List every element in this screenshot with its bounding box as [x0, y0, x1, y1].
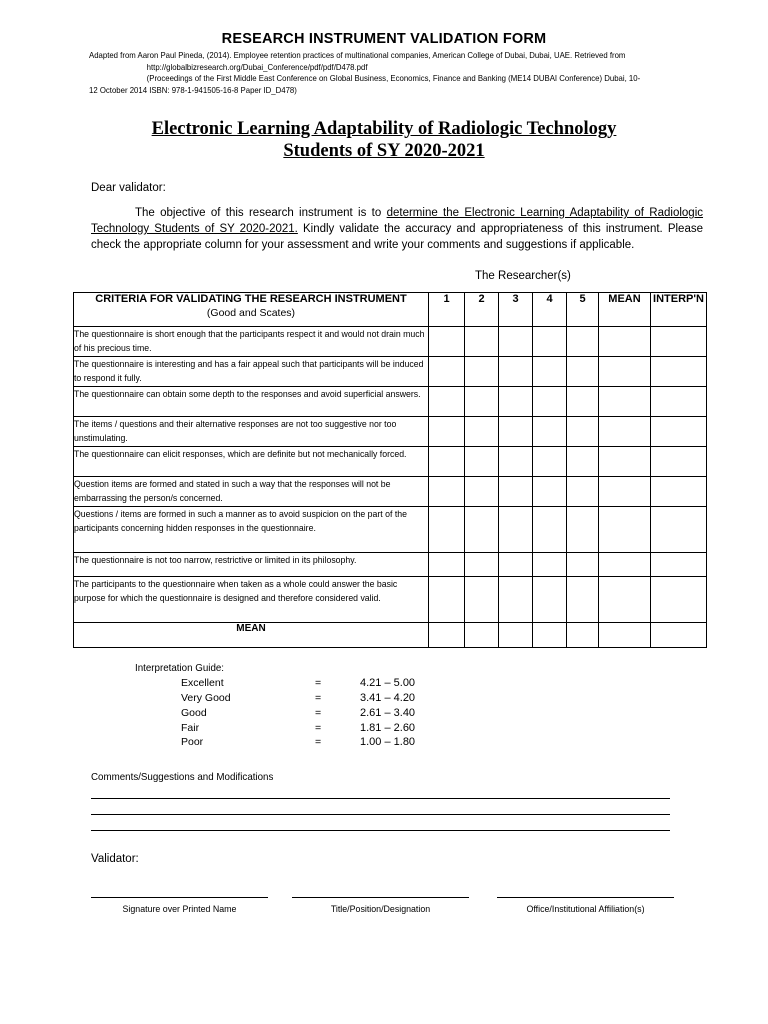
- column-header-5: 5: [567, 293, 599, 327]
- rating-cell[interactable]: [499, 357, 533, 387]
- guide-equals: =: [315, 692, 322, 704]
- table-row: [74, 387, 707, 417]
- mean-cell[interactable]: [599, 357, 651, 387]
- table-row: [74, 357, 707, 387]
- rating-cell[interactable]: [533, 507, 567, 553]
- citation-line-4: 12 October 2014 ISBN: 978-1-941505-16-8 Paper ID_D478): [89, 84, 297, 95]
- rating-cell[interactable]: [567, 417, 599, 447]
- mean-cell[interactable]: [599, 577, 651, 623]
- rating-cell[interactable]: [499, 447, 533, 477]
- table-row: [74, 447, 707, 477]
- instructions-paragraph: [91, 205, 703, 253]
- table-header-row: [74, 293, 707, 327]
- rating-cell[interactable]: [499, 327, 533, 357]
- rating-cell[interactable]: [429, 553, 465, 577]
- mean-row: [74, 623, 707, 648]
- rating-cell[interactable]: [465, 553, 499, 577]
- instructions-part-1: The objective of this research instrument is to: [135, 207, 387, 219]
- mean-cell[interactable]: [599, 387, 651, 417]
- affiliation-line[interactable]: [497, 897, 674, 898]
- criterion-cell: The questionnaire is not too narrow, restrictive or limited in its philosophy.: [74, 553, 429, 577]
- instructions-part-2: Kindly validate the accuracy and appropriateness of this instrument. Please check the appropriate column for your assessment and write your comments and suggestions if applicable.: [91, 223, 703, 251]
- criterion-cell: The questionnaire can obtain some depth to the responses and avoid superficial answers.: [74, 387, 429, 417]
- instructions-objective: determine the Electronic Learning Adaptability of Radiologic Technology Students of SY 2020-2021.: [91, 207, 704, 235]
- criterion-cell: The questionnaire is interesting and has a fair appeal such that participants will be induced to respond it fully.: [74, 357, 429, 387]
- rating-cell[interactable]: [567, 507, 599, 553]
- rating-cell[interactable]: [465, 477, 499, 507]
- mean-cell[interactable]: [599, 553, 651, 577]
- rating-cell[interactable]: [533, 357, 567, 387]
- comment-line-2[interactable]: [91, 814, 670, 815]
- guide-range: 1.00 – 1.80: [360, 736, 416, 748]
- mean-cell[interactable]: [599, 327, 651, 357]
- interpretation-cell[interactable]: [651, 477, 707, 507]
- rating-cell[interactable]: [499, 477, 533, 507]
- citation-line-1: Adapted from Aaron Paul Pineda, (2014). Employee retention practices of multinational companies, American College of Dubai, Dubai, UAE. Retrieved from: [89, 50, 626, 60]
- interpretation-cell[interactable]: [651, 507, 707, 553]
- mean-rating-cell[interactable]: [465, 623, 499, 648]
- guide-range: 3.41 – 4.20: [360, 692, 416, 704]
- criterion-cell: The participants to the questionnaire when taken as a whole could answer the basic purpose for which the questionnaire is designed and therefore considered valid.: [74, 577, 429, 623]
- mean-cell[interactable]: [599, 507, 651, 553]
- guide-row-excellent: [135, 677, 435, 691]
- rating-cell[interactable]: [499, 507, 533, 553]
- mean-cell[interactable]: [599, 417, 651, 447]
- mean-rating-cell[interactable]: [567, 623, 599, 648]
- rating-cell[interactable]: [465, 447, 499, 477]
- rating-cell[interactable]: [533, 417, 567, 447]
- rating-cell[interactable]: [567, 477, 599, 507]
- mean-cell[interactable]: [599, 447, 651, 477]
- rating-cell[interactable]: [533, 327, 567, 357]
- table-row: [74, 553, 707, 577]
- title-position-line[interactable]: [292, 897, 469, 898]
- criterion-cell: Questions / items are formed in such a manner as to avoid suspicion on the part of the participants concerning hidden responses in the questionnaire.: [74, 507, 429, 553]
- guide-label: Excellent: [181, 677, 224, 689]
- table-row: [74, 477, 707, 507]
- study-title-line-1: Electronic Learning Adaptability of Radiologic Technology: [151, 119, 617, 139]
- guide-range: 2.61 – 3.40: [360, 707, 416, 719]
- interpretation-cell[interactable]: [651, 577, 707, 623]
- citation-line-3: (Proceedings of the First Middle East Conference on Global Business, Economics, Finance and Banking (ME14 DUBAI Conference) Dubai, 10-: [146, 73, 641, 83]
- criterion-cell: The questionnaire can elicit responses, which are definite but not mechanically forced.: [74, 447, 429, 477]
- interpretation-cell[interactable]: [651, 417, 707, 447]
- guide-row-very-good: [135, 692, 435, 706]
- rating-cell[interactable]: [429, 357, 465, 387]
- signature-label: Signature over Printed Name: [122, 904, 237, 915]
- column-header-4: 4: [533, 293, 567, 327]
- mean-row-label: MEAN: [74, 623, 429, 648]
- guide-range: 1.81 – 2.60: [360, 722, 416, 734]
- study-title: [0, 118, 768, 162]
- rating-cell[interactable]: [429, 577, 465, 623]
- table-row: [74, 577, 707, 623]
- rating-cell[interactable]: [533, 477, 567, 507]
- criterion-cell: Question items are formed and stated in such a way that the responses will not be embarrassing the person/s concerned.: [74, 477, 429, 507]
- rating-cell[interactable]: [465, 357, 499, 387]
- rating-cell[interactable]: [533, 553, 567, 577]
- guide-equals: =: [315, 736, 322, 748]
- interpretation-guide: [135, 662, 416, 748]
- rating-cell[interactable]: [465, 577, 499, 623]
- comments-label: Comments/Suggestions and Modifications: [91, 771, 274, 783]
- guide-row-poor: [135, 736, 435, 750]
- column-header-mean: MEAN: [599, 293, 651, 327]
- criterion-cell: The questionnaire is short enough that the participants respect it and would not drain much of his precious time.: [74, 327, 429, 357]
- form-title: RESEARCH INSTRUMENT VALIDATION FORM: [221, 31, 547, 47]
- rating-cell[interactable]: [429, 507, 465, 553]
- guide-title: Interpretation Guide:: [135, 662, 225, 674]
- validator-label: Validator:: [91, 853, 139, 865]
- rating-cell[interactable]: [465, 327, 499, 357]
- mean-rating-cell[interactable]: [499, 623, 533, 648]
- table-row: [74, 507, 707, 553]
- mean-interpretation-cell[interactable]: [651, 623, 707, 648]
- rating-cell[interactable]: [429, 327, 465, 357]
- guide-label: Good: [181, 707, 207, 719]
- rating-cell[interactable]: [567, 553, 599, 577]
- interpretation-cell[interactable]: [651, 327, 707, 357]
- rating-cell[interactable]: [429, 387, 465, 417]
- rating-cell[interactable]: [567, 387, 599, 417]
- citation-line-2: http://globalbizresearch.org/Dubai_Conference/pdf/pdf/D478.pdf: [146, 61, 368, 72]
- criteria-header-subtitle: (Good and Scates): [206, 307, 296, 319]
- guide-equals: =: [315, 707, 322, 719]
- column-header-1: 1: [429, 293, 465, 327]
- interpretation-cell[interactable]: [651, 553, 707, 577]
- rating-cell[interactable]: [567, 447, 599, 477]
- rating-cell[interactable]: [465, 387, 499, 417]
- rating-cell[interactable]: [465, 507, 499, 553]
- signature-line[interactable]: [91, 897, 268, 898]
- guide-row-good: [135, 707, 435, 721]
- mean-cell[interactable]: [599, 477, 651, 507]
- column-header-3: 3: [499, 293, 533, 327]
- guide-label: Fair: [181, 722, 200, 734]
- table-row: [74, 417, 707, 447]
- rating-cell[interactable]: [533, 447, 567, 477]
- mean-rating-cell[interactable]: [533, 623, 567, 648]
- guide-row-fair: [135, 722, 435, 736]
- comment-line-3[interactable]: [91, 830, 670, 831]
- researcher-label: The Researcher(s): [475, 270, 571, 282]
- interpretation-cell[interactable]: [651, 387, 707, 417]
- rating-cell[interactable]: [533, 387, 567, 417]
- rating-cell[interactable]: [567, 327, 599, 357]
- rating-cell[interactable]: [429, 417, 465, 447]
- interpretation-cell[interactable]: [651, 357, 707, 387]
- rating-cell[interactable]: [499, 577, 533, 623]
- greeting: Dear validator:: [91, 182, 166, 194]
- guide-range: 4.21 – 5.00: [360, 677, 416, 689]
- mean-total-cell[interactable]: [599, 623, 651, 648]
- guide-label: Poor: [181, 736, 204, 748]
- mean-rating-cell[interactable]: [429, 623, 465, 648]
- guide-equals: =: [315, 722, 322, 734]
- affiliation-label: Office/Institutional Affiliation(s): [526, 904, 645, 915]
- criteria-header: [74, 293, 429, 327]
- title-position-label: Title/Position/Designation: [330, 904, 431, 915]
- rating-cell[interactable]: [429, 477, 465, 507]
- rating-cell[interactable]: [499, 553, 533, 577]
- rating-cell[interactable]: [465, 417, 499, 447]
- study-title-line-2: Students of SY 2020-2021: [283, 141, 485, 161]
- table-row: [74, 327, 707, 357]
- rating-cell[interactable]: [429, 447, 465, 477]
- guide-equals: =: [315, 677, 322, 689]
- rating-cell[interactable]: [499, 387, 533, 417]
- comment-line-1[interactable]: [91, 798, 670, 799]
- column-header-interpretation: INTERP'N: [651, 293, 707, 327]
- rating-cell[interactable]: [499, 417, 533, 447]
- column-header-2: 2: [465, 293, 499, 327]
- interpretation-cell[interactable]: [651, 447, 707, 477]
- criteria-header-title: CRITERIA FOR VALIDATING THE RESEARCH INSTRUMENT: [95, 293, 407, 305]
- rating-cell[interactable]: [567, 577, 599, 623]
- criterion-cell: The items / questions and their alternative responses are not too suggestive nor too unstimulating.: [74, 417, 429, 447]
- citation: [89, 50, 647, 96]
- criteria-table: [73, 292, 707, 648]
- rating-cell[interactable]: [567, 357, 599, 387]
- guide-label: Very Good: [181, 692, 231, 704]
- rating-cell[interactable]: [533, 577, 567, 623]
